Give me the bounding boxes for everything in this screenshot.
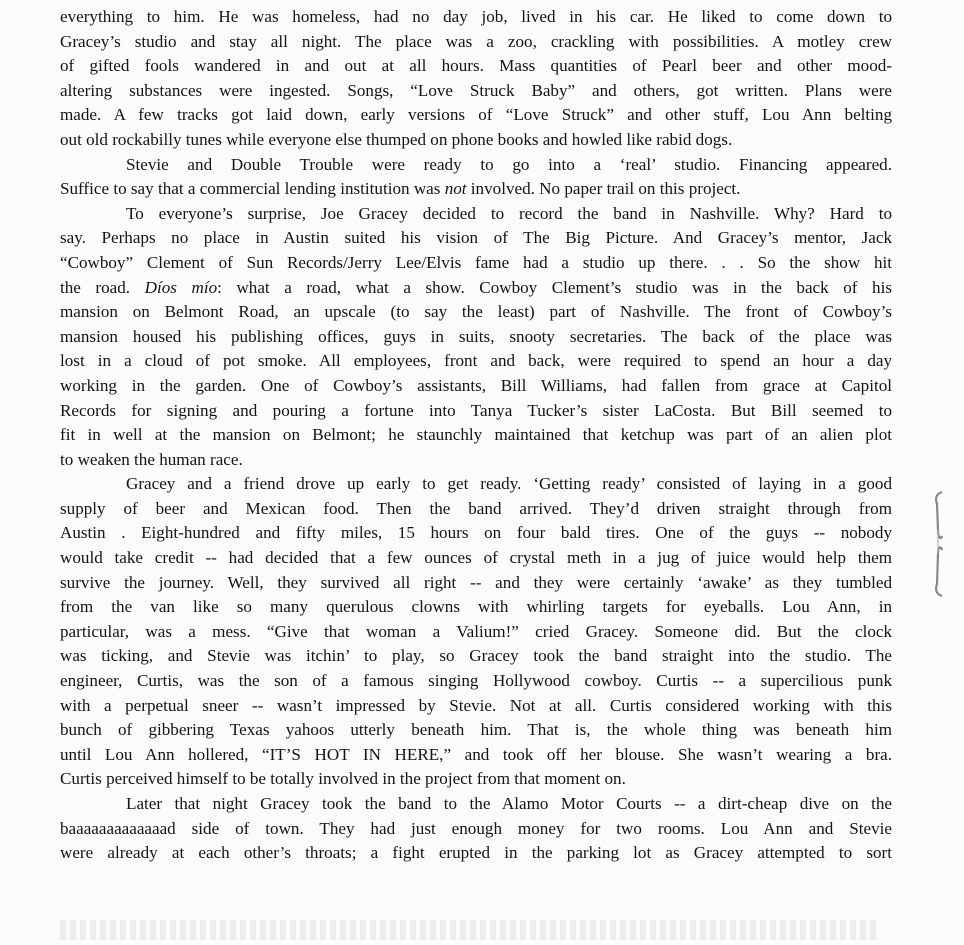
text-line: engineer, Curtis, was the son of a famous singing Hollywood cowboy. Curtis -- a supercilious punk (60, 671, 892, 691)
text-line: Stevie and Double Trouble were ready to go into a ‘real’ studio. Financing appeared. (126, 154, 892, 174)
text-line: made. A few tracks got laid down, early versions of “Love Struck” and other stuff, Lou Ann belting (60, 105, 892, 125)
text-line: Gracey and a friend drove up early to get ready. ‘Getting ready’ consisted of laying in a good (126, 474, 892, 494)
text-line: was ticking, and Stevie was itchin’ to play, so Gracey took the band straight into the studio. The (60, 646, 892, 666)
text-line: Gracey’s studio and stay all night. The place was a zoo, crackling with possibilities. A motley crew (60, 31, 892, 51)
text-line: “Cowboy” Clement of Sun Records/Jerry Lee/Elvis fame had a studio up there. . . So the show hit (60, 252, 892, 272)
text-line: Austin . Eight-hundred and fifty miles, 15 hours on four bald tires. One of the guys -- nobody (60, 523, 892, 543)
text-line: say. Perhaps no place in Austin suited his vision of The Big Picture. And Gracey’s mentor, Jack (60, 228, 892, 248)
text-line: working in the garden. One of Cowboy’s assistants, Bill Williams, had fallen from grace at Capitol (60, 375, 892, 395)
text-line: Curtis perceived himself to be totally involved in the project from that moment on. (60, 769, 626, 789)
text-line: survive the journey. Well, they survived all right -- and they were certainly ‘awake’ as they tumbled (60, 572, 892, 592)
text-line: particular, was a mess. “Give that woman a Valium!” cried Gracey. Someone did. But the clock (60, 621, 892, 641)
bleed-through-text (60, 920, 880, 940)
text-line: would take credit -- had decided that a few ounces of crystal meth in a jug of juice would help them (60, 548, 892, 568)
text-line: out old rockabilly tunes while everyone else thumped on phone books and howled like rabid dogs. (60, 129, 733, 149)
text-line: Suffice to say that a commercial lending institution was not involved. No paper trail on this project. (60, 179, 741, 199)
text-line: to weaken the human race. (60, 449, 243, 469)
text-line: mansion housed his publishing offices, guys in suits, snooty secretaries. The back of the place was (60, 326, 892, 346)
text-line: until Lou Ann hollered, “IT’S HOT IN HERE,” and took off her blouse. She wasn’t wearing a bra. (60, 744, 892, 764)
text-line: lost in a cloud of pot smoke. All employees, front and back, were required to spend an hour a day (60, 351, 892, 371)
staple-icon (932, 490, 946, 598)
text-line: bunch of gibbering Texas yahoos utterly beneath him. That is, the whole thing was beneath him (60, 720, 892, 740)
text-line: of gifted fools wandered in and out at all hours. Mass quantities of Pearl beer and other mood- (60, 56, 892, 76)
text-line: To everyone’s surprise, Joe Gracey decided to record the band in Nashville. Why? Hard to (126, 203, 892, 223)
text-line: mansion on Belmont Road, an upscale (to say the least) part of Nashville. The front of Cowboy’s (60, 302, 892, 322)
text-line: altering substances were ingested. Songs, “Love Struck Baby” and others, got written. Plans were (60, 80, 892, 100)
text-line: were already at each other’s throats; a fight erupted in the parking lot as Gracey attempted to sort (60, 843, 892, 863)
text-line: with a perpetual sneer -- wasn’t impressed by Stevie. Not at all. Curtis considered working with this (60, 695, 892, 715)
text-line: baaaaaaaaaaaaad side of town. They had just enough money for two rooms. Lou Ann and Stevie (60, 818, 892, 838)
text-line: fit in well at the mansion on Belmont; he staunchly maintained that ketchup was part of an alien plot (60, 425, 892, 445)
text-line: supply of beer and Mexican food. Then the band arrived. They’d driven straight through from (60, 498, 892, 518)
text-line: the road. Díos mío: what a road, what a show. Cowboy Clement’s studio was in the back of his (60, 277, 892, 297)
text-line: Later that night Gracey took the band to the Alamo Motor Courts -- a dirt-cheap dive on the (126, 794, 892, 813)
text-line: everything to him. He was homeless, had no day job, lived in his car. He liked to come down to (60, 7, 892, 26)
document-page (60, 5, 892, 866)
text-line: from the van like so many querulous clowns with whirling targets for eyeballs. Lou Ann, in (60, 597, 892, 617)
text-line: Records for signing and pouring a fortune into Tanya Tucker’s sister LaCosta. But Bill seemed to (60, 400, 892, 420)
